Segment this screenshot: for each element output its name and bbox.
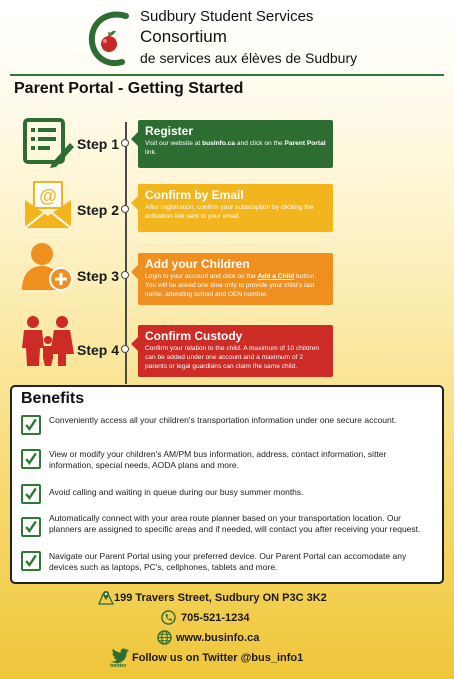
step-3-label: Step 3 — [77, 268, 120, 284]
benefits-title: Benefits — [21, 390, 85, 407]
family-icon — [18, 314, 78, 366]
website-url[interactable]: www.businfo.ca — [176, 632, 260, 644]
step-2-label: Step 2 — [77, 202, 120, 218]
step-2-description: After registration, confirm your subscription by clicking the activation link sent to your email. — [145, 204, 314, 220]
step-3-marker — [121, 271, 129, 279]
benefit-text: Automatically connect with your area route planner based on your transportation location. Our planners are assigned to specific areas and if needed, will contact you after receiving your request. — [49, 513, 421, 535]
step-4-label: Step 4 — [77, 342, 120, 358]
step-4-description: Confirm your relation to the child. A maximum of 10 children can be added under one account and a maximum of 2 parents or legal guardians can claim the same child. — [145, 345, 320, 370]
benefit-text: Conveniently access all your children's transportation information under one secure account. — [49, 415, 397, 425]
apple-swoosh-logo-icon — [82, 10, 142, 70]
step-3-title: Add your Children — [145, 257, 250, 271]
step-2-marker — [121, 205, 129, 213]
twitter-small-label: twitter — [110, 663, 127, 669]
step-3-description: Login to your account and click on the Add a Child button. You will be asked one time only to provide your child's last name, attending school and OEN number. — [145, 273, 317, 298]
website-link[interactable]: busInfo.ca — [202, 140, 236, 147]
page-title: Parent Portal - Getting Started — [14, 80, 244, 97]
benefit-text: Avoid calling and waiting in queue during our busy summer months. — [49, 487, 304, 497]
map-pin-icon — [98, 590, 114, 606]
step-1-card — [138, 120, 333, 168]
add-user-icon — [22, 240, 74, 292]
step-4-title: Confirm Custody — [145, 329, 243, 343]
address-text: 199 Travers Street, Sudbury ON P3C 3K2 — [114, 592, 327, 604]
benefit-text: View or modify your children's AM/PM bus information, address, contact information, sitter information, special needs, AODA plans and more. — [49, 449, 387, 471]
benefit-text: Navigate our Parent Portal using your preferred device. Our Parent Portal can accomodate any devices such as laptops, PC's, cellphones, tablets and more. — [49, 551, 407, 573]
org-name-line1: Sudbury Student Services — [140, 8, 314, 25]
benefits-panel — [10, 385, 444, 584]
svg-text:@: @ — [39, 186, 57, 206]
phone-icon — [161, 610, 176, 625]
twitter-bird-icon — [110, 648, 130, 663]
step-3-card — [138, 253, 333, 305]
checkmark-icon — [21, 517, 41, 537]
step-4-card — [138, 325, 333, 377]
step-2-card — [138, 184, 333, 232]
step-1-title: Register — [145, 124, 194, 138]
globe-icon — [157, 630, 172, 645]
twitter-handle[interactable]: Follow us on Twitter @bus_info1 — [132, 652, 304, 664]
org-name-french: de services aux élèves de Sudbury — [140, 50, 358, 66]
step-4-marker — [121, 345, 129, 353]
phone-number[interactable]: 705-521-1234 — [181, 612, 250, 624]
checkmark-icon — [21, 551, 41, 571]
step-1-label: Step 1 — [77, 136, 120, 152]
header-divider — [10, 74, 444, 76]
checkmark-icon — [21, 449, 41, 469]
email-icon — [22, 180, 74, 232]
checkmark-icon — [21, 484, 41, 504]
form-icon — [22, 117, 74, 169]
checkmark-icon — [21, 415, 41, 435]
add-a-child-link[interactable]: Add a Child — [257, 273, 295, 280]
org-name-line2: Consortium — [140, 27, 227, 46]
step-1-description: Visit our website at busInfo.ca and click on the Parent Portal link. — [145, 140, 326, 156]
step-1-marker — [121, 139, 129, 147]
step-2-title: Confirm by Email — [145, 188, 244, 202]
